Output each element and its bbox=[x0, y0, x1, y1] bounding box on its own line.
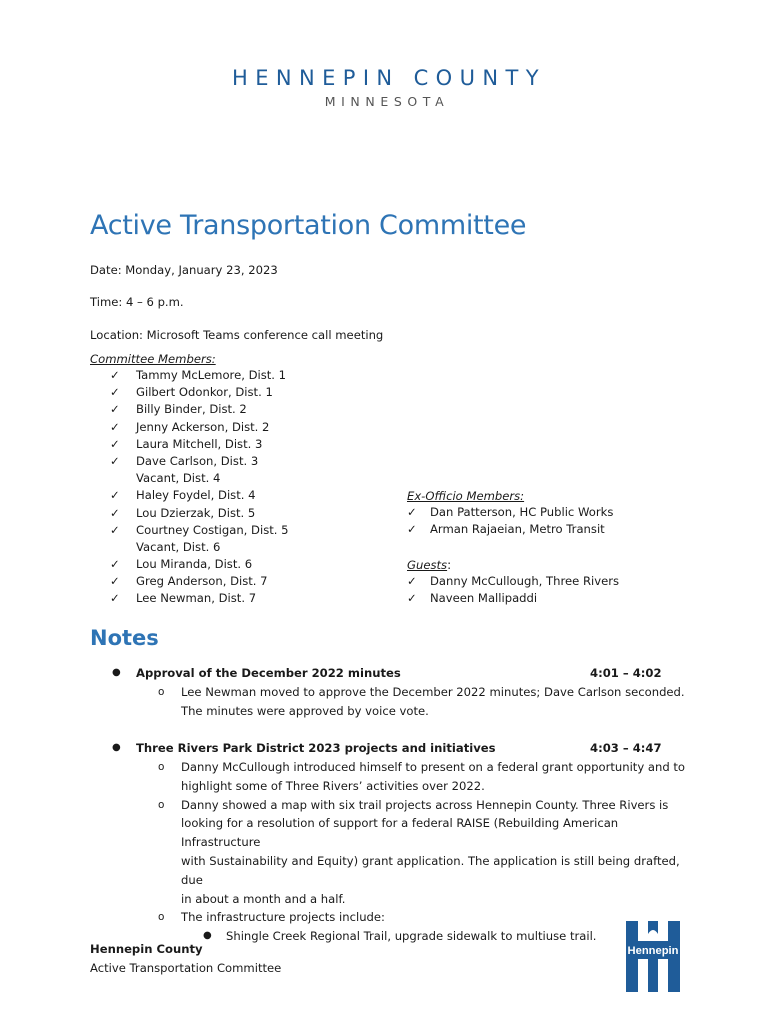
note-text-line: looking for a resolution of support for a federal RAISE (Rebuilding American Infrastructure bbox=[181, 816, 619, 850]
checkmark-icon: ✓ bbox=[110, 557, 120, 572]
bullet-icon: ● bbox=[112, 667, 121, 678]
footer-committee: Active Transportation Committee bbox=[90, 961, 282, 975]
checkmark-icon: ✓ bbox=[110, 591, 120, 606]
note-sub-list bbox=[90, 758, 690, 946]
page-title: Active Transportation Committee bbox=[90, 210, 527, 241]
committee-member bbox=[90, 556, 390, 573]
note-subsub-text: Shingle Creek Regional Trail, upgrade sidewalk to multiuse trail. bbox=[226, 929, 597, 944]
committee-member-name: Jenny Ackerson, Dist. 2 bbox=[136, 419, 270, 434]
exofficio-member bbox=[407, 521, 737, 538]
committee-member-name: Courtney Costigan, Dist. 5 bbox=[136, 522, 289, 537]
note-text-line: with Sustainability and Equity) grant application. The application is still being drafted, due bbox=[181, 853, 680, 887]
committee-member bbox=[90, 436, 390, 453]
meeting-date: Date: Monday, January 23, 2023 bbox=[90, 263, 278, 277]
note-text-line: Danny McCullough introduced himself to present on a federal grant opportunity and to bbox=[181, 760, 686, 774]
exofficio-section bbox=[407, 489, 737, 538]
committee-member-name: Tammy McLemore, Dist. 1 bbox=[136, 368, 287, 382]
exofficio-list bbox=[407, 504, 737, 538]
footer bbox=[90, 940, 281, 978]
note-header bbox=[90, 664, 690, 682]
checkmark-icon: ✓ bbox=[110, 453, 120, 468]
committee-member bbox=[90, 367, 390, 384]
checkmark-icon: ✓ bbox=[110, 505, 120, 520]
checkmark-icon: ✓ bbox=[407, 505, 417, 519]
committee-member bbox=[90, 522, 390, 539]
hennepin-logo bbox=[626, 921, 680, 992]
guests-heading-colon: : bbox=[447, 558, 452, 572]
meeting-location: Location: Microsoft Teams conference call meeting bbox=[90, 328, 384, 342]
note-sub-item bbox=[90, 796, 690, 909]
committee-member bbox=[90, 419, 390, 436]
guests-member bbox=[407, 590, 737, 607]
committee-member-name: Lee Newman, Dist. 7 bbox=[136, 591, 257, 606]
exofficio-member-name: Dan Patterson, HC Public Works bbox=[430, 505, 614, 519]
checkmark-icon: ✓ bbox=[110, 402, 120, 417]
note-item bbox=[90, 739, 690, 946]
checkmark-icon: ✓ bbox=[407, 591, 417, 606]
logo-wordmark: Hennepin bbox=[627, 945, 679, 957]
note-text-line: in about a month and a half. bbox=[181, 891, 346, 906]
notes-heading: Notes bbox=[90, 626, 159, 650]
note-text-line: Danny showed a map with six trail projects across Hennepin County. Three Rivers is bbox=[181, 797, 669, 812]
note-sub-item bbox=[90, 908, 690, 927]
footer-org: Hennepin County bbox=[90, 942, 203, 956]
committee-member bbox=[90, 384, 390, 401]
exofficio-member bbox=[407, 504, 737, 521]
sub-bullet-icon: o bbox=[158, 686, 165, 698]
checkmark-icon: ✓ bbox=[110, 419, 120, 434]
committee-member-name: Vacant, Dist. 4 bbox=[136, 471, 221, 486]
meeting-time: Time: 4 – 6 p.m. bbox=[90, 295, 184, 309]
committee-members-section bbox=[90, 352, 390, 608]
checkmark-icon: ✓ bbox=[110, 385, 120, 400]
committee-members-heading: Committee Members: bbox=[90, 352, 216, 366]
note-sub-list bbox=[90, 683, 690, 721]
note-text-line: Lee Newman moved to approve the December 2022 minutes; Dave Carlson seconded. bbox=[181, 685, 685, 699]
committee-member-list bbox=[90, 367, 390, 608]
note-item bbox=[90, 664, 690, 721]
committee-member bbox=[90, 401, 390, 418]
exofficio-member-name: Arman Rajaeian, Metro Transit bbox=[430, 522, 605, 537]
hennepin-logo-mark bbox=[626, 921, 680, 992]
checkmark-icon: ✓ bbox=[110, 436, 120, 451]
note-text-line: highlight some of Three Rivers’ activities over 2022. bbox=[181, 778, 485, 793]
checkmark-icon: ✓ bbox=[110, 574, 120, 589]
guests-member-name: Danny McCullough, Three Rivers bbox=[430, 574, 620, 588]
note-title: Approval of the December 2022 minutes bbox=[136, 666, 401, 680]
committee-member-name: Lou Miranda, Dist. 6 bbox=[136, 557, 253, 572]
checkmark-icon: ✓ bbox=[407, 574, 417, 588]
guests-heading bbox=[407, 558, 737, 572]
bullet-icon: ● bbox=[112, 742, 121, 753]
guests-member-name: Naveen Mallipaddi bbox=[430, 591, 538, 606]
note-text-line: The minutes were approved by voice vote. bbox=[181, 703, 429, 718]
county-name: HENNEPIN COUNTY bbox=[232, 66, 546, 90]
sub-bullet-icon: o bbox=[158, 911, 165, 924]
committee-member-name: Billy Binder, Dist. 2 bbox=[136, 402, 247, 417]
committee-member bbox=[90, 487, 390, 504]
bullet-icon: ● bbox=[203, 930, 212, 942]
guests-heading-label: Guests bbox=[407, 558, 448, 572]
committee-member bbox=[90, 590, 390, 607]
note-time: 4:01 – 4:02 bbox=[590, 666, 662, 680]
committee-member-name: Dave Carlson, Dist. 3 bbox=[136, 453, 259, 468]
note-title: Three Rivers Park District 2023 projects and initiatives bbox=[136, 741, 496, 755]
committee-member bbox=[90, 470, 390, 487]
checkmark-icon: ✓ bbox=[110, 522, 120, 537]
committee-member-name: Haley Foydel, Dist. 4 bbox=[136, 488, 256, 503]
committee-member-name: Lou Dzierzak, Dist. 5 bbox=[136, 505, 256, 520]
committee-member bbox=[90, 505, 390, 522]
checkmark-icon: ✓ bbox=[110, 368, 120, 382]
guests-section bbox=[407, 558, 737, 607]
sub-bullet-icon: o bbox=[158, 798, 165, 811]
sub-bullet-icon: o bbox=[158, 761, 165, 773]
exofficio-heading: Ex-Officio Members: bbox=[407, 489, 525, 503]
committee-member bbox=[90, 453, 390, 470]
checkmark-icon: ✓ bbox=[407, 522, 417, 537]
note-header bbox=[90, 739, 690, 757]
note-time: 4:03 – 4:47 bbox=[590, 741, 662, 755]
committee-member-name: Laura Mitchell, Dist. 3 bbox=[136, 436, 263, 451]
header-logo bbox=[0, 66, 770, 109]
committee-member bbox=[90, 573, 390, 590]
committee-member bbox=[90, 539, 390, 556]
committee-member-name: Vacant, Dist. 6 bbox=[136, 539, 221, 554]
guests-list bbox=[407, 573, 737, 607]
committee-member-name: Greg Anderson, Dist. 7 bbox=[136, 574, 268, 589]
state-name: MINNESOTA bbox=[324, 94, 450, 109]
note-sub-item bbox=[90, 758, 690, 796]
committee-member-name: Gilbert Odonkor, Dist. 1 bbox=[136, 385, 273, 400]
note-text-line: The infrastructure projects include: bbox=[181, 910, 385, 925]
checkmark-icon: ✓ bbox=[110, 488, 120, 503]
guests-member bbox=[407, 573, 737, 590]
note-sub-item bbox=[90, 683, 690, 721]
